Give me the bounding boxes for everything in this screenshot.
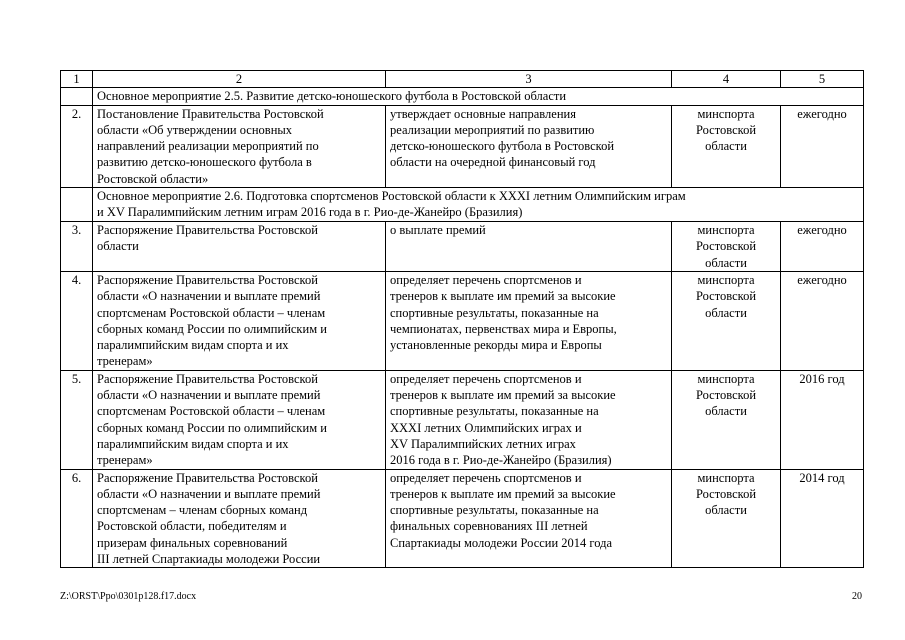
table-row — [61, 469, 864, 568]
header-col-4: 4 — [672, 71, 781, 88]
measures-table — [60, 70, 864, 568]
section-title-2-5: Основное мероприятие 2.5. Развитие детско-юношеского футбола в Ростовской области — [93, 88, 864, 105]
row-term: ежегодно — [781, 105, 864, 187]
row-term: ежегодно — [781, 222, 864, 272]
row-document: Распоряжение Правительства Ростовской области «О назначении и выплате премий спортсменам Ростовской области – членам сборных команд России по олимпийским и паралимпийским видам спорта и их тренерам» — [93, 370, 386, 469]
row-document: Постановление Правительства Ростовской области «Об утверждении основных направлений реализации мероприятий по развитию детско-юношеского футбола в Ростовской области» — [93, 105, 386, 187]
footer-file-path: Z:\ORST\Ppo\0301p128.f17.docx — [60, 591, 197, 602]
row-number: 6. — [61, 469, 93, 568]
row-document: Распоряжение Правительства Ростовской области — [93, 222, 386, 272]
row-description: определяет перечень спортсменов и тренеров к выплате им премий за высокие спортивные результаты, показанные на XXXI летних Олимпийских играх и XV Паралимпийских летних играх 2016 года в г. Рио-де-Жанейро (Бразилия) — [386, 370, 672, 469]
row-term: 2014 год — [781, 469, 864, 568]
row-document: Распоряжение Правительства Ростовской области «О назначении и выплате премий спортсменам Ростовской области – членам сборных команд России по олимпийским и паралимпийским видам спорта и их тренерам» — [93, 271, 386, 370]
row-number: 3. — [61, 222, 93, 272]
header-col-5: 5 — [781, 71, 864, 88]
table-row — [61, 271, 864, 370]
header-col-3: 3 — [386, 71, 672, 88]
row-description: определяет перечень спортсменов и тренеров к выплате им премий за высокие спортивные результаты, показанные на финальных соревнованиях III летней Спартакиады молодежи России 2014 года — [386, 469, 672, 568]
row-executor: минспорта Ростовской области — [672, 469, 781, 568]
row-number: 2. — [61, 105, 93, 187]
row-description: определяет перечень спортсменов и тренеров к выплате им премий за высокие спортивные результаты, показанные на чемпионатах, первенствах мира и Европы, установленные рекорды мира и Европы — [386, 271, 672, 370]
header-col-1: 1 — [61, 71, 93, 88]
table-row — [61, 105, 864, 187]
row-executor: минспорта Ростовской области — [672, 271, 781, 370]
section-row-2-6 — [61, 188, 864, 222]
row-executor: минспорта Ростовской области — [672, 370, 781, 469]
row-description: утверждает основные направления реализации мероприятий по развитию детско-юношеского футбола в Ростовской области на очередной финансовый год — [386, 105, 672, 187]
row-number: 5. — [61, 370, 93, 469]
section-title-2-6: Основное мероприятие 2.6. Подготовка спортсменов Ростовской области к XXXI летним Олимпийским играм и XV Паралимпийским летним играм 2016 года в г. Рио-де-Жанейро (Бразилия) — [93, 188, 864, 222]
row-executor: минспорта Ростовской области — [672, 105, 781, 187]
section-num-empty — [61, 88, 93, 105]
footer-page-number: 20 — [852, 591, 862, 602]
row-term: ежегодно — [781, 271, 864, 370]
header-col-2: 2 — [93, 71, 386, 88]
table-row — [61, 370, 864, 469]
row-document: Распоряжение Правительства Ростовской области «О назначении и выплате премий спортсменам – членам сборных команд Ростовской области, победителям и призерам финальных соревнований III летней Спартакиады молодежи России — [93, 469, 386, 568]
section-num-empty — [61, 188, 93, 222]
section-row-2-5 — [61, 88, 864, 105]
row-executor: минспорта Ростовской области — [672, 222, 781, 272]
header-row — [61, 71, 864, 88]
row-term: 2016 год — [781, 370, 864, 469]
row-description: о выплате премий — [386, 222, 672, 272]
table-row — [61, 222, 864, 272]
row-number: 4. — [61, 271, 93, 370]
